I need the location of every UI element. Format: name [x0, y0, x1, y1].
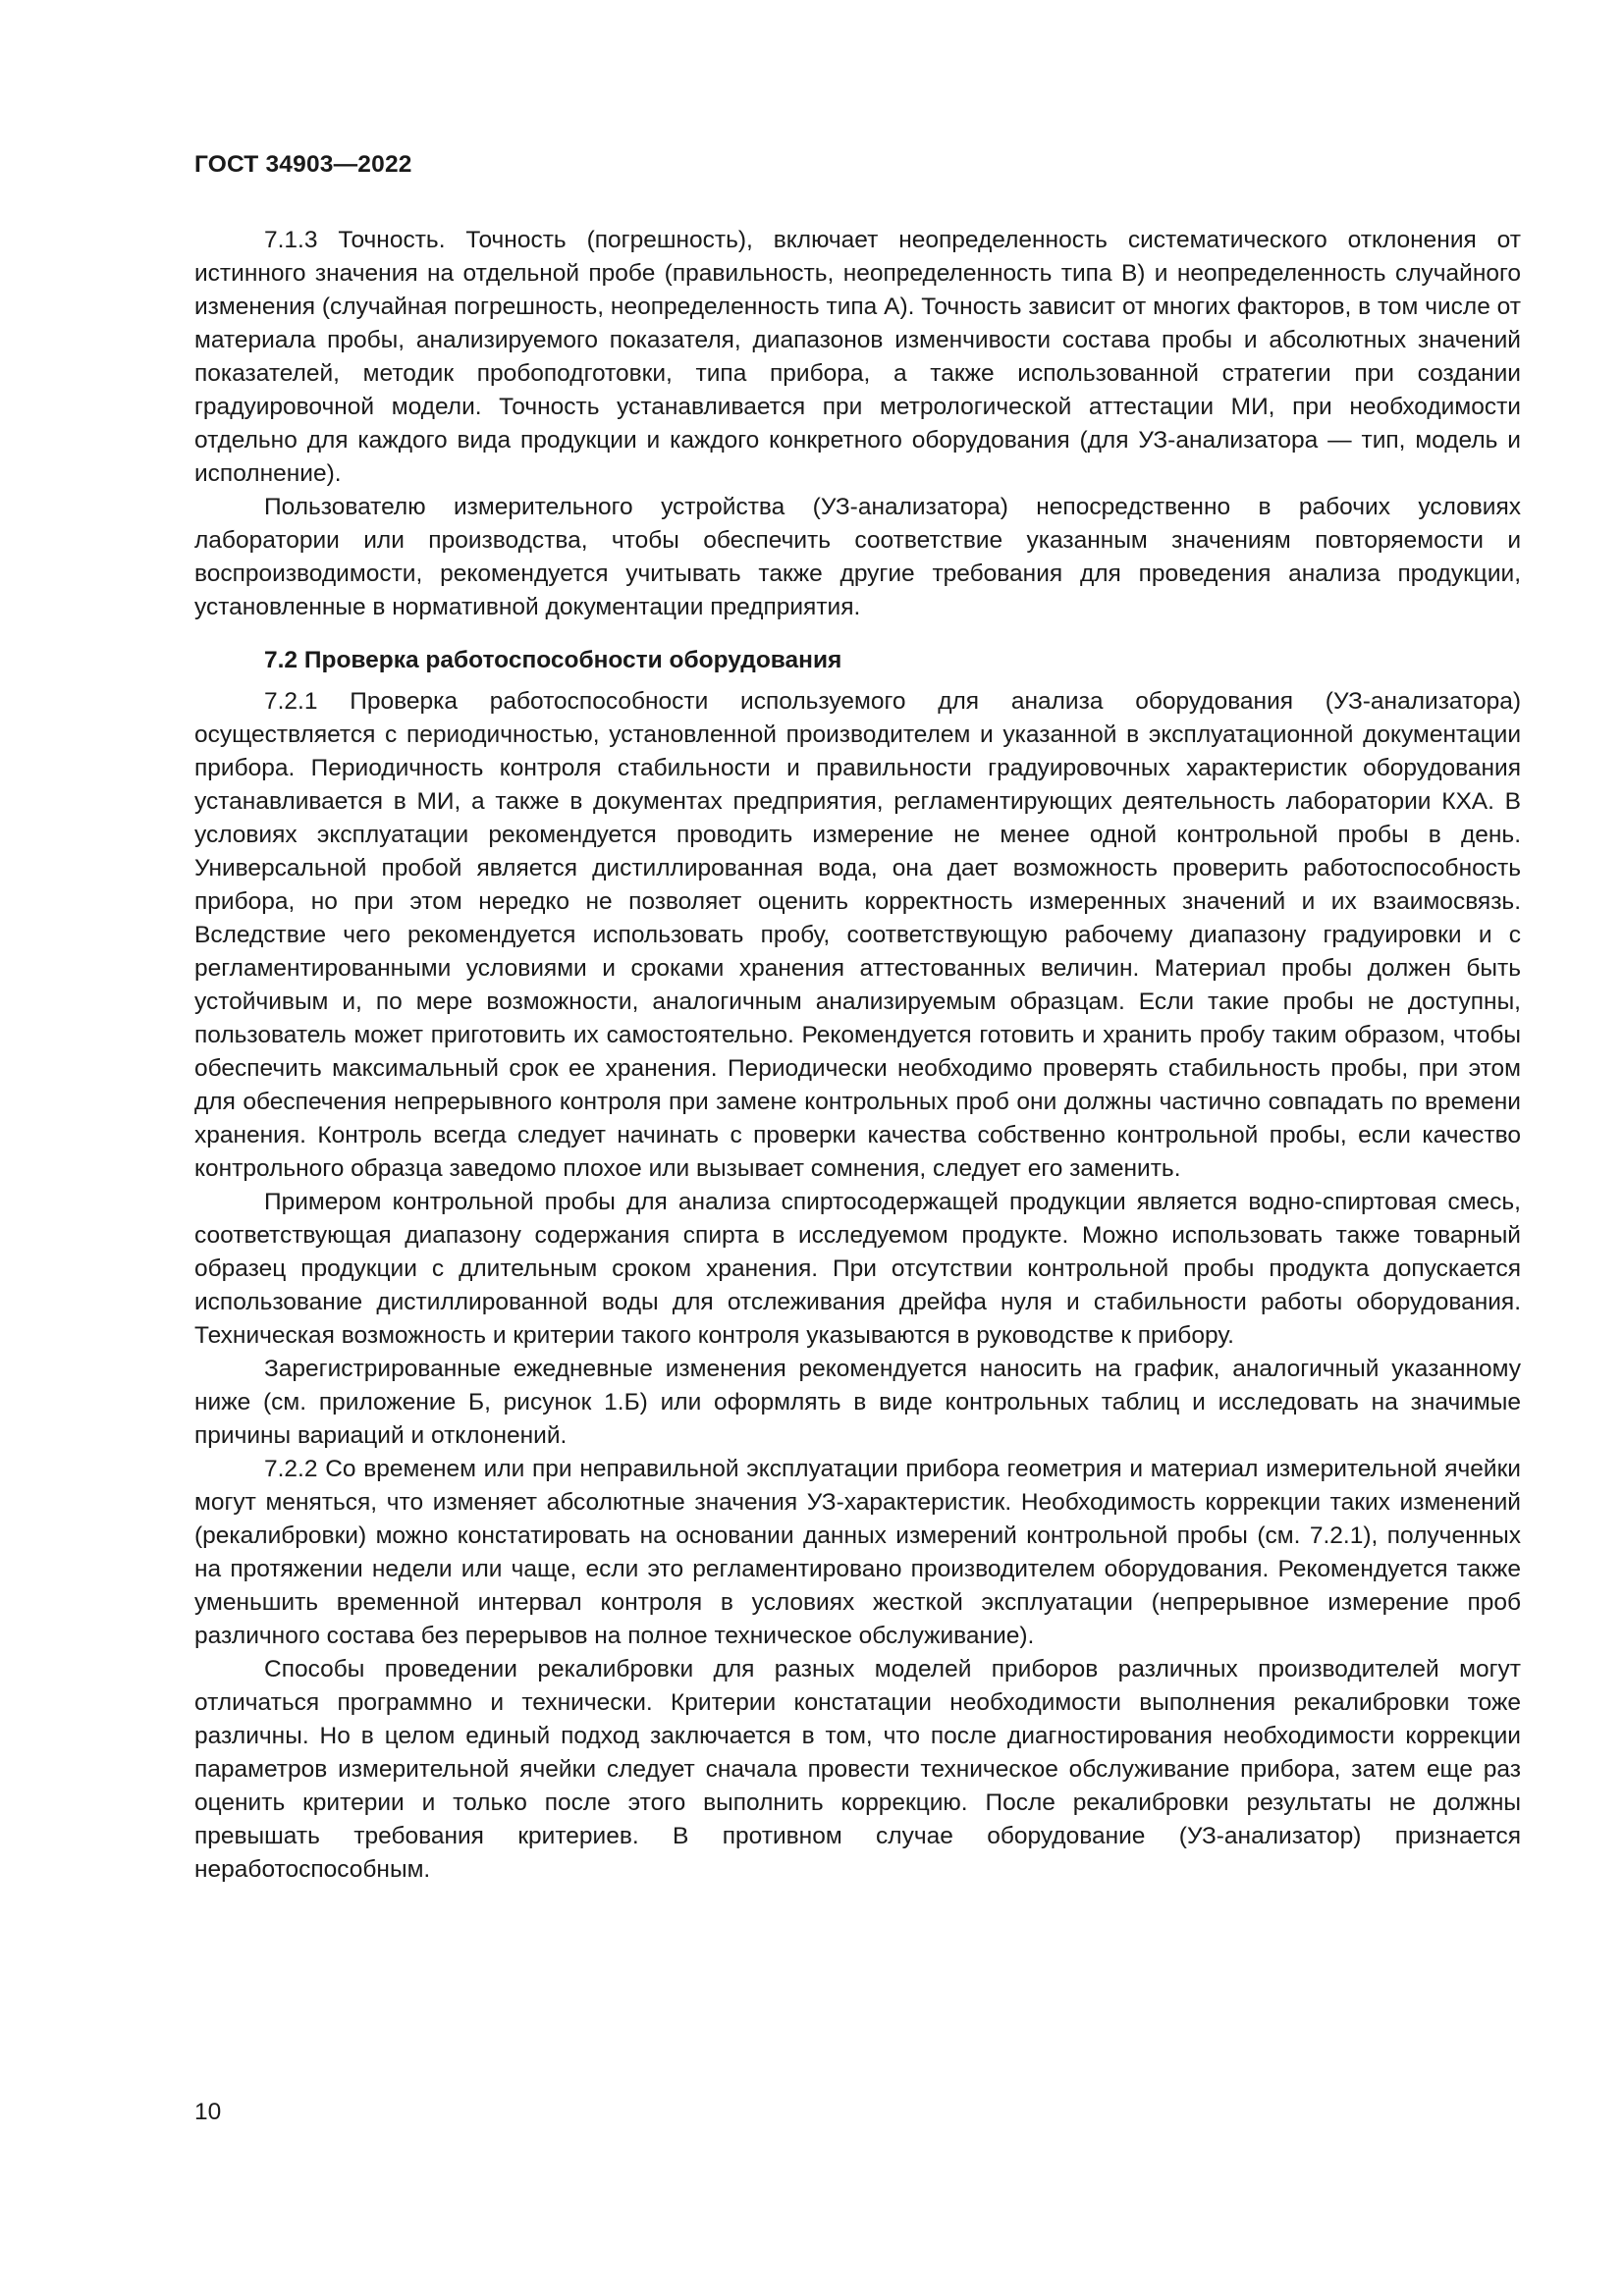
- page-number: 10: [194, 2099, 222, 2125]
- paragraph-7-1-3: 7.1.3 Точность. Точность (погрешность), включает неопределенность систематического отклонения от истинного значения на отдельной пробе (правильность, неопределенность типа В) и неопределенность случайного изменения (случайная погрешность, неопределенность типа А). Точность зависит от многих факторов, в том числе от материала пробы, анализируемого показателя, диапазонов изменчивости состава пробы и абсолютных значений показателей, методик пробоподготовки, типа прибора, а также использованной стратегии при создании градуировочной модели. Точность устанавливается при метрологической аттестации МИ, при необходимости отдельно для каждого вида продукции и каждого конкретного оборудования (для УЗ-анализатора — тип, модель и исполнение).: [194, 227, 1521, 487]
- paragraph-7-2-2: 7.2.2 Со временем или при неправильной эксплуатации прибора геометрия и материал измерительной ячейки могут меняться, что изменяет абсолютные значения УЗ-характеристик. Необходимость коррекции таких изменений (рекалибровки) можно констатировать на основании данных измерений контрольной пробы (см. 7.2.1), полученных на протяжении недели или чаще, если это регламентировано производителем оборудования. Рекомендуется также уменьшить временной интервал контроля в условиях жесткой эксплуатации (непрерывное измерение проб различного состава без перерывов на полное техническое обслуживание).: [194, 1456, 1521, 1649]
- paragraph-user-requirements: Пользователю измерительного устройства (УЗ-анализатора) непосредственно в рабочих условиях лаборатории или производства, чтобы обеспечить соответствие указанным значениям повторяемости и воспроизводимости, рекомендуется учитывать также другие требования для проведения анализа продукции, установленные в нормативной документации предприятия.: [194, 494, 1521, 620]
- document-code-header: ГОСТ 34903—2022: [194, 151, 412, 178]
- paragraph-7-2-1: 7.2.1 Проверка работоспособности используемого для анализа оборудования (УЗ-анализатора) осуществляется с периодичностью, установленной производителем и указанной в эксплуатационной документации прибора. Периодичность контроля стабильности и правильности градуировочных характеристик оборудования устанавливается в МИ, а также в документах предприятия, регламентирующих деятельность лаборатории КХА. В условиях эксплуатации рекомендуется проводить измерение не менее одной контрольной пробы в день. Универсальной пробой является дистиллированная вода, она дает возможность проверить работоспособность прибора, но при этом нередко не позволяет оценить корректность измеренных значений и их взаимосвязь. Вследствие чего рекомендуется использовать пробу, соответствующую рабочему диапазону градуировки и с регламентированными условиями и сроками хранения аттестованных величин. Материал пробы должен быть устойчивым и, по мере возможности, аналогичным анализируемым образцам. Если такие пробы не доступны, пользователь может приготовить их самостоятельно. Рекомендуется готовить и хранить пробу таким образом, чтобы обеспечить максимальный срок ее хранения. Периодически необходимо проверять стабильность пробы, при этом для обеспечения непрерывного контроля при замене контрольных проб они должны частично совпадать по времени хранения. Контроль всегда следует начинать с проверки качества собственно контрольной пробы, если качество контрольного образца заведомо плохое или вызывает сомнения, следует его заменить.: [194, 688, 1521, 1182]
- section-heading-7-2: 7.2 Проверка работоспособности оборудования: [264, 647, 842, 673]
- paragraph-recalibration-methods: Способы проведении рекалибровки для разных моделей приборов различных производителей могут отличаться программно и технически. Критерии констатации необходимости выполнения рекалибровки тоже различны. Но в целом единый подход заключается в том, что после диагностирования необходимости коррекции параметров измерительной ячейки следует сначала провести техническое обслуживание прибора, затем еще раз оценить критерии и только после этого выполнить коррекцию. После рекалибровки результаты не должны превышать требования критериев. В противном случае оборудование (УЗ-анализатор) признается неработоспособным.: [194, 1656, 1521, 1883]
- paragraph-registered-changes: Зарегистрированные ежедневные изменения рекомендуется наносить на график, аналогичный указанному ниже (см. приложение Б, рисунок 1.Б) или оформлять в виде контрольных таблиц и исследовать на значимые причины вариаций и отклонений.: [194, 1356, 1521, 1449]
- paragraph-control-sample-example: Примером контрольной пробы для анализа спиртосодержащей продукции является водно-спиртовая смесь, соответствующая диапазону содержания спирта в исследуемом продукте. Можно использовать также товарный образец продукции с длительным сроком хранения. При отсутствии контрольной пробы продукта допускается использование дистиллированной воды для отслеживания дрейфа нуля и стабильности работы оборудования. Техническая возможность и критерии такого контроля указываются в руководстве к прибору.: [194, 1189, 1521, 1349]
- document-body: [194, 224, 1521, 1887]
